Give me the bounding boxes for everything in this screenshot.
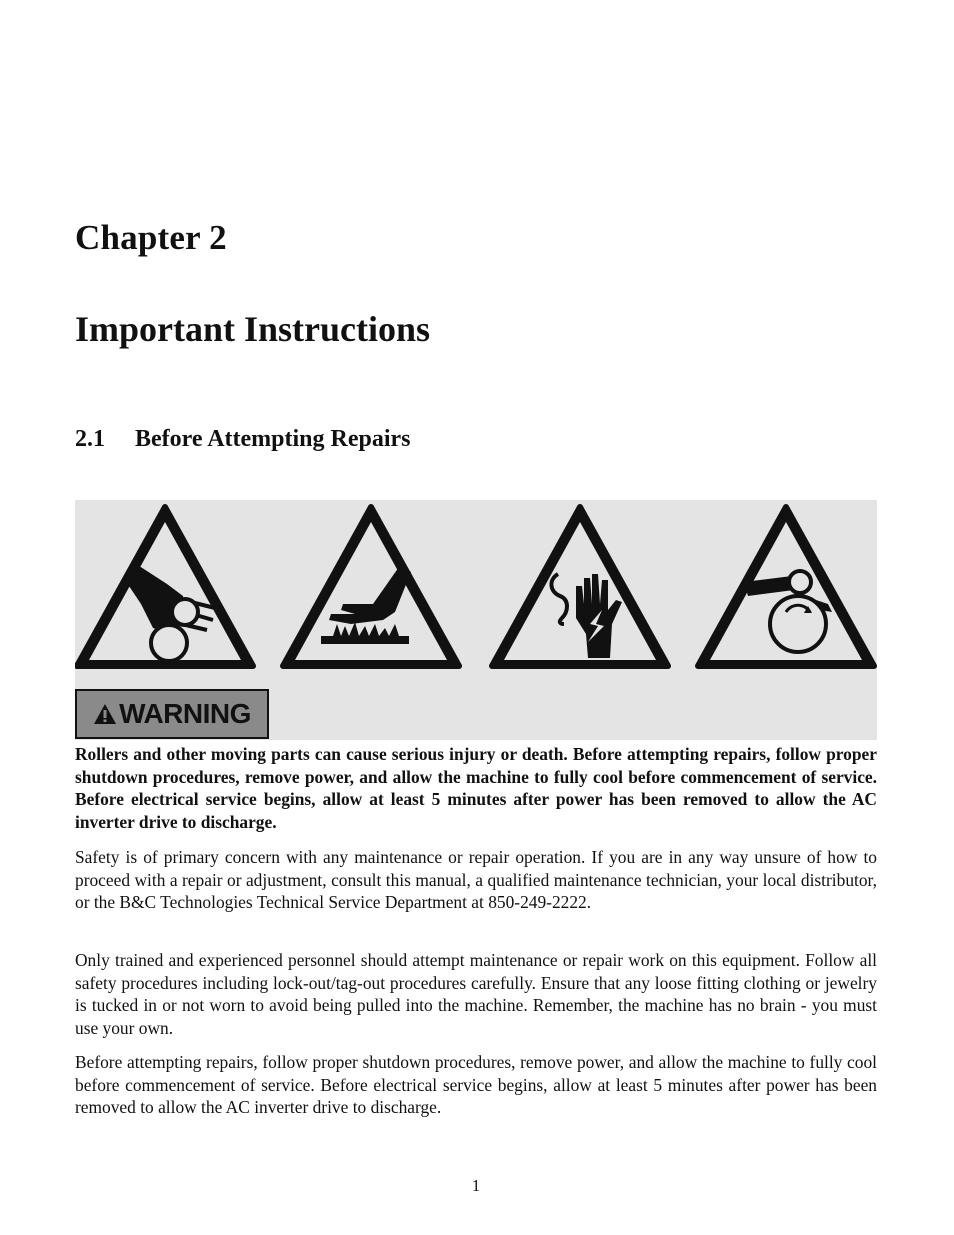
- hazard-panel: [75, 500, 877, 740]
- safety-paragraph: Safety is of primary concern with any maintenance or repair operation. If you are in any way unsure of how to proceed with a repair or adjustment, consult this manual, a qualified maintenance technician, your local distributor, or the B&C Technologies Technical Service Department at 850-249-2222.: [75, 847, 877, 913]
- hot-surface-burn-icon: [283, 507, 459, 666]
- page-number: 1: [471, 1176, 481, 1195]
- warning-text: WARNING: [119, 698, 251, 729]
- section-heading: [75, 426, 411, 453]
- section-number: 2.1: [75, 426, 105, 452]
- entanglement-rollers-icon: [698, 507, 874, 666]
- chapter-title: Important Instructions: [75, 309, 431, 349]
- electric-shock-icon: [492, 507, 668, 666]
- warning-paragraph: Rollers and other moving parts can cause serious injury or death. Before attempting repairs, follow proper shutdown procedures, remove power, and allow the machine to fully cool before commencement of service. Before electrical service begins, allow at least 5 minutes after power has been removed to allow the AC inverter drive to discharge.: [75, 744, 877, 832]
- section-title: Before Attempting Repairs: [135, 426, 411, 452]
- personnel-paragraph: Only trained and experienced personnel should attempt maintenance or repair work on this equipment. Follow all safety procedures including lock-out/tag-out procedures carefully. Ensure that any loose fitting clothing or jewelry is tucked in or not worn to avoid being pulled into the machine. Remember, the machine has no brain - you must use your own.: [75, 950, 877, 1038]
- warning-label: [75, 689, 269, 739]
- hand-caught-in-rollers-icon: [77, 507, 253, 666]
- chapter-label: Chapter 2: [75, 218, 227, 257]
- before-repairs-paragraph: Before attempting repairs, follow proper shutdown procedures, remove power, and allow the machine to fully cool before commencement of service. Before electrical service begins, allow at least 5 minutes after power has been removed to allow the AC inverter drive to discharge.: [75, 1052, 877, 1118]
- warning-triangle-icon: [93, 703, 117, 725]
